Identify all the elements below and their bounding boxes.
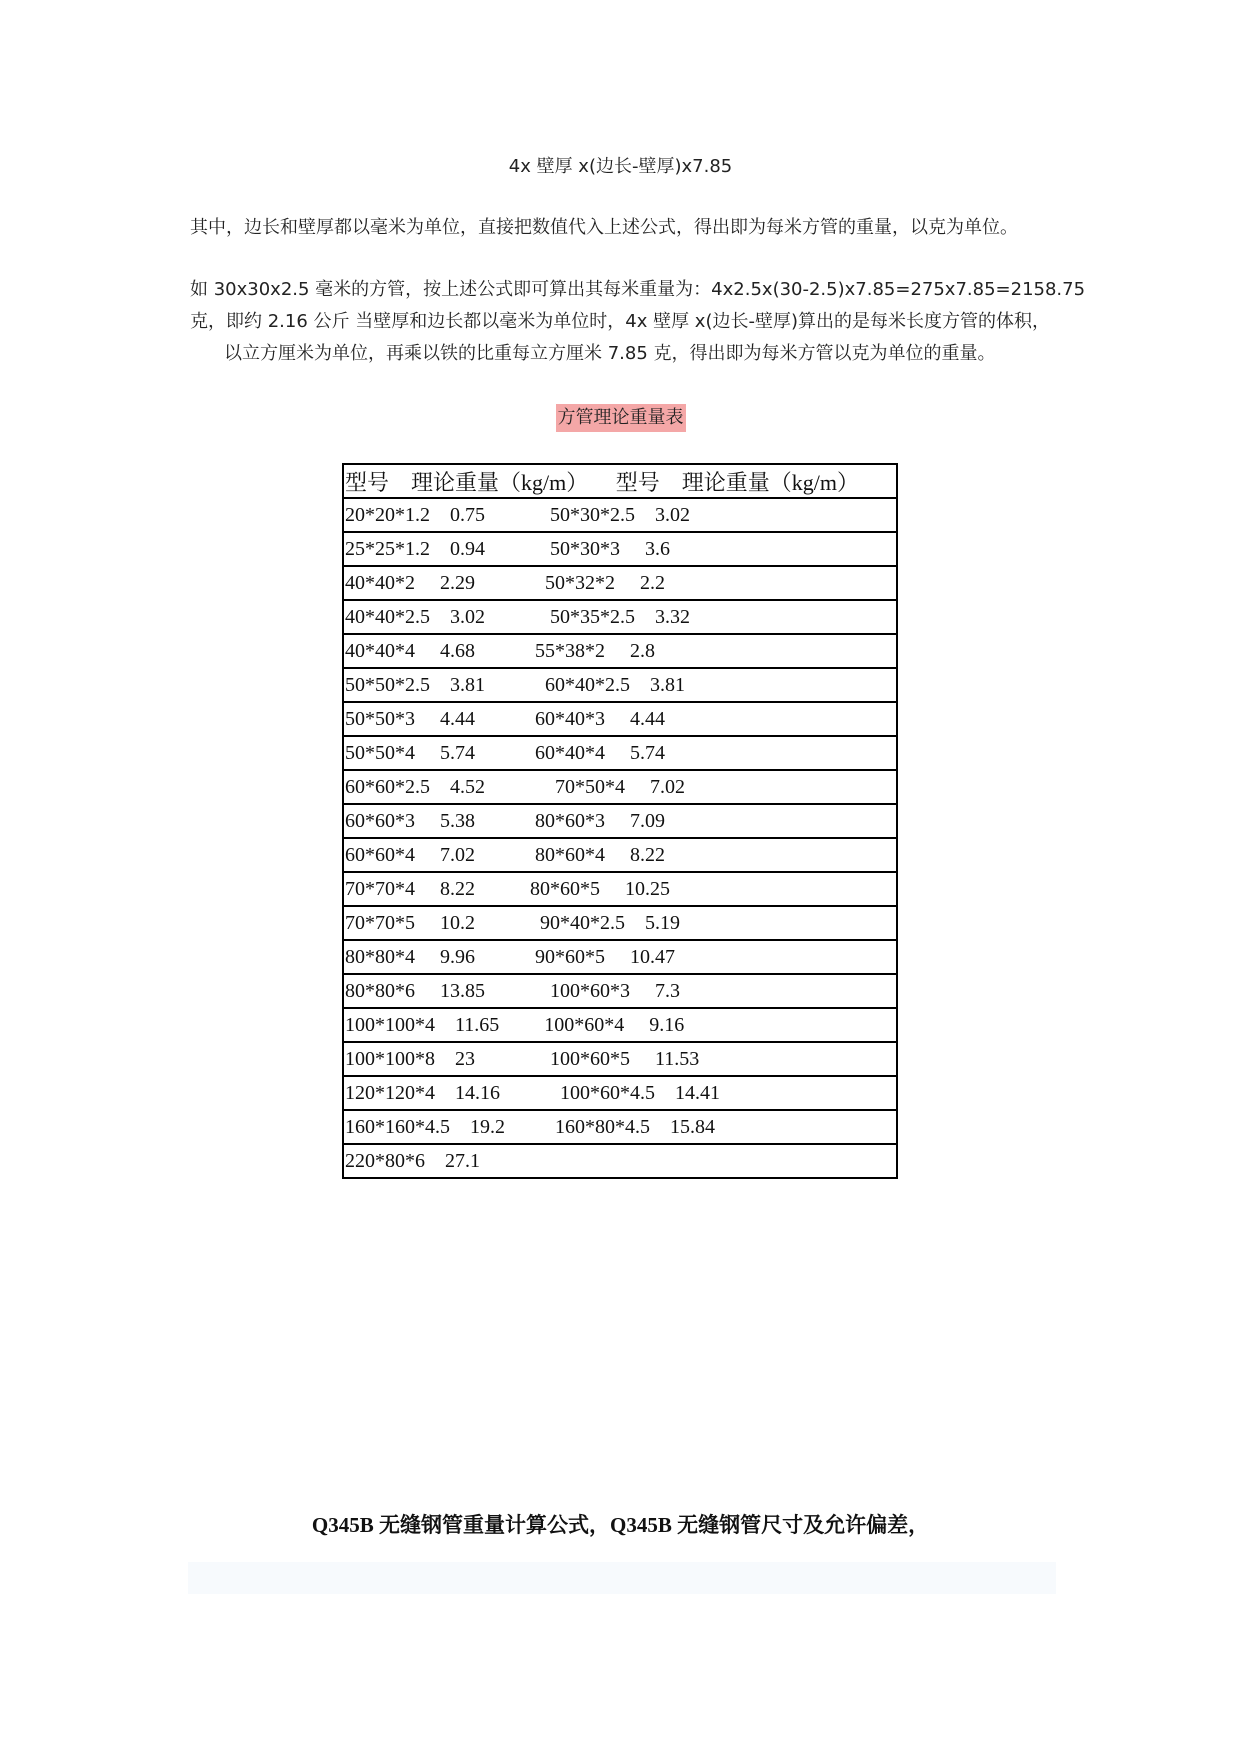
table-cell: 100*100*4 11.65 100*60*4 9.16 [343,1008,897,1042]
paragraph-example-line-1: 如 30x30x2.5 毫米的方管，按上述公式即可算出其每米重量为：4x2.5x(30-2.5)x7.85=275x7.85=2158.75 [190,279,1086,300]
table-row [343,668,897,702]
table-row [343,1008,897,1042]
table-row [343,498,897,532]
table-row [343,974,897,1008]
paragraph-example-line-2: 克，即约 2.16 公斤 当壁厚和边长都以毫米为单位时，4x 壁厚 x(边长-壁厚)算出的是每米长度方管的体积， [190,311,1050,332]
table-title: 方管理论重量表 [556,404,686,432]
paragraph-units [190,212,1070,244]
table-row [343,566,897,600]
paragraph-units-text: 其中，边长和壁厚都以毫米为单位，直接把数值代入上述公式，得出即为每米方管的重量，以克为单位。 [190,217,1018,238]
table-cell: 40*40*2.5 3.02 50*35*2.5 3.32 [343,600,897,634]
table-cell: 80*80*6 13.85 100*60*3 7.3 [343,974,897,1008]
table-cell: 80*80*4 9.96 90*60*5 10.47 [343,940,897,974]
table-cell: 50*50*4 5.74 60*40*4 5.74 [343,736,897,770]
table-header-cell: 型号 理论重量（kg/m） 型号 理论重量（kg/m） [343,464,897,498]
table-row [343,1042,897,1076]
square-tube-weight-table [342,463,898,1179]
table-row [343,804,897,838]
paragraph-example [190,274,1086,370]
table-cell: 50*50*2.5 3.81 60*40*2.5 3.81 [343,668,897,702]
table-row [343,600,897,634]
table-cell: 40*40*2 2.29 50*32*2 2.2 [343,566,897,600]
table-cell: 60*60*4 7.02 80*60*4 8.22 [343,838,897,872]
table-header-row [343,464,897,498]
table-cell: 220*80*6 27.1 [345,1149,480,1172]
table-cell: 50*50*3 4.44 60*40*3 4.44 [343,702,897,736]
table-row [343,770,897,804]
table-cell: 70*70*4 8.22 80*60*5 10.25 [343,872,897,906]
weight-formula: 4x 壁厚 x(边长-壁厚)x7.85 [508,156,733,177]
section-heading-q345b: Q345B 无缝钢管重量计算公式，Q345B 无缝钢管尺寸及允许偏差， [311,1513,930,1537]
table-cell: 100*100*8 23 100*60*5 11.53 [343,1042,897,1076]
table-row [343,736,897,770]
table-row [343,1110,897,1144]
table-cell: 160*160*4.5 19.2 160*80*4.5 15.84 [343,1110,897,1144]
shaded-divider [188,1562,1056,1594]
table-cell: 60*60*3 5.38 80*60*3 7.09 [343,804,897,838]
table-row [343,872,897,906]
table-row [343,634,897,668]
table-row [343,1144,897,1178]
table-cell: 40*40*4 4.68 55*38*2 2.8 [343,634,897,668]
table-row [343,940,897,974]
table-cell: 25*25*1.2 0.94 50*30*3 3.6 [343,532,897,566]
table-title-container [0,404,1241,432]
table-cell: 20*20*1.2 0.75 50*30*2.5 3.02 [343,498,897,532]
table-cell: 70*70*5 10.2 90*40*2.5 5.19 [343,906,897,940]
table-cell: 60*60*2.5 4.52 70*50*4 7.02 [343,770,897,804]
table-row [343,906,897,940]
table-row [343,532,897,566]
table-row [343,702,897,736]
paragraph-example-line-3: 以立方厘米为单位，再乘以铁的比重每立方厘米 7.85 克，得出即为每米方管以克为单位的重量。 [224,343,996,364]
table-row [343,1076,897,1110]
table-row [343,838,897,872]
table-cell: 120*120*4 14.16 100*60*4.5 14.41 [343,1076,897,1110]
